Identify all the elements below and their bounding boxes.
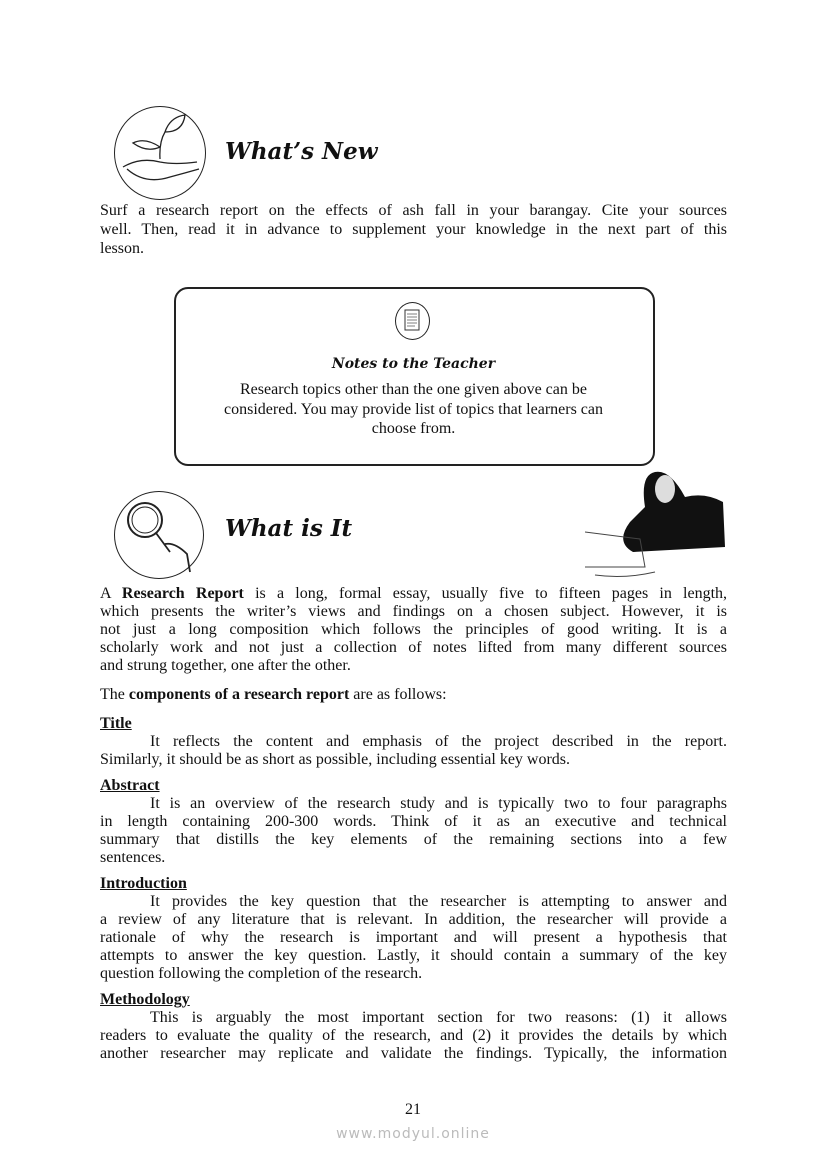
body-text: well. Then, read it in advance to supplement your knowledge in the next part of this — [100, 221, 727, 238]
teacher-notes-text: Research topics other than the one given above can be — [240, 381, 587, 398]
body-text — [100, 686, 727, 704]
bold-term: components of a research report — [128, 686, 350, 703]
body-text: It is an overview of the research study and is typically two to four paragraphs — [150, 795, 727, 812]
body-text: not just a long composition which follows the principles of good writing. It is a — [100, 621, 727, 638]
body-text: It reflects the content and emphasis of the project described in the report. — [150, 733, 727, 750]
body-text: a review of any literature that is relevant. In addition, the researcher will provide a — [100, 911, 727, 928]
magnifying-glass-icon — [114, 491, 204, 579]
body-text: scholarly work and not just a collection of notes lifted from many different sources — [100, 639, 727, 656]
text-run: are as follows: — [349, 686, 447, 703]
body-text: in length containing 200-300 words. Think of it as an executive and technical — [100, 813, 727, 830]
body-text: summary that distills the key elements of the remaining sections into a few — [100, 831, 727, 848]
watermark: www.modyul.online — [336, 1126, 490, 1142]
body-text: rationale of why the research is important and will present a hypothesis that — [100, 929, 727, 946]
body-text: It provides the key question that the researcher is attempting to answer and — [150, 893, 727, 910]
body-text: which presents the writer’s views and findings on a chosen subject. However, it is — [100, 603, 727, 620]
section-heading-title: Title — [100, 715, 132, 732]
text-run: is a long, formal essay, usually five to fifteen pages in length, — [243, 585, 728, 602]
body-text: and strung together, one after the other. — [100, 657, 351, 674]
body-text: Surf a research report on the effects of ash fall in your barangay. Cite your sources — [100, 202, 727, 219]
section-heading-methodology: Methodology — [100, 991, 190, 1008]
body-text: readers to evaluate the quality of the research, and (2) it provides the details by which — [100, 1027, 727, 1044]
body-text: question following the completion of the research. — [100, 965, 423, 982]
whats-new-heading: What’s New — [225, 138, 378, 165]
body-text: sentences. — [100, 849, 166, 866]
page-number: 21 — [405, 1101, 421, 1118]
body-text: lesson. — [100, 240, 144, 257]
clipboard-notes-icon — [395, 302, 430, 340]
body-text: attempts to answer the key question. Lastly, it should contain a summary of the key — [100, 947, 727, 964]
section-heading-abstract: Abstract — [100, 777, 160, 794]
teacher-notes-text: considered. You may provide list of topics that learners can — [223, 401, 604, 418]
hand-holding-seedling-icon — [114, 106, 206, 200]
text-run: A — [100, 585, 122, 602]
body-text: Similarly, it should be as short as possible, including essential key words. — [100, 751, 571, 768]
body-text: This is arguably the most important section for two reasons: (1) it allows — [150, 1009, 727, 1026]
woman-writing-illustration — [585, 467, 725, 580]
teacher-notes-title: Notes to the Teacher — [331, 356, 496, 372]
what-is-it-heading: What is It — [225, 515, 353, 542]
text-run: The — [100, 686, 129, 703]
bold-term: Research Report — [121, 585, 244, 602]
body-text — [100, 585, 727, 603]
body-text: another researcher may replicate and validate the findings. Typically, the information — [100, 1045, 727, 1062]
section-heading-introduction: Introduction — [100, 875, 187, 892]
teacher-notes-text: choose from. — [371, 420, 456, 437]
